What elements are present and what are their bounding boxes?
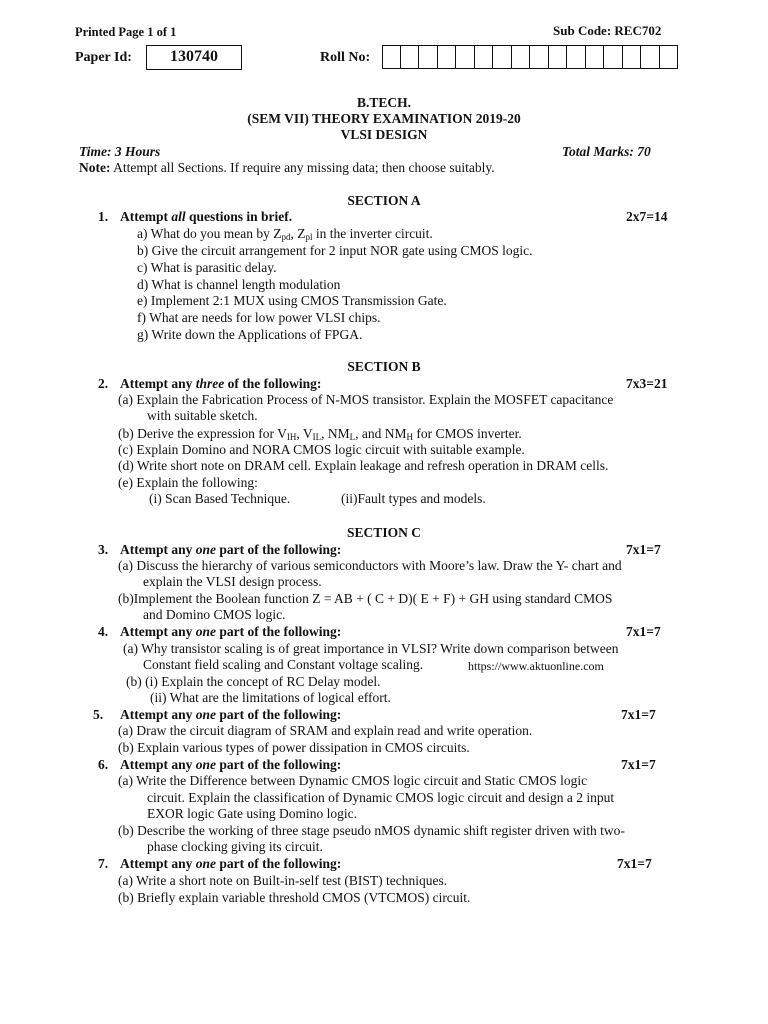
roll-number-cell[interactable]	[419, 45, 438, 69]
q5-title: Attempt any one part of the following:	[120, 707, 342, 722]
q1-part-d: d) What is channel length modulation	[137, 277, 341, 292]
q4-part-a-line2: Constant field scaling and Constant voltage scaling.	[143, 657, 424, 672]
q7-marks: 7x1=7	[617, 856, 652, 871]
q2-part-a-line2: with suitable sketch.	[147, 408, 258, 423]
q2-number: 2.	[98, 376, 109, 391]
q1-part-a: a) What do you mean by $Z_{pd}$, $Z_{pl}$ in the inverter circuit.	[137, 226, 433, 242]
section-a-heading: SECTION A	[347, 193, 421, 208]
roll-number-cell[interactable]	[401, 45, 420, 69]
q7-title: Attempt any one part of the following:	[120, 856, 342, 871]
note-label: Note:	[79, 160, 111, 175]
q2-title: Attempt any three of the following:	[120, 376, 322, 391]
roll-no-label: Roll No:	[320, 50, 371, 65]
paper-id-box: 130740	[146, 45, 242, 70]
q7-part-b: (b) Briefly explain variable threshold CMOS (VTCMOS) circuit.	[118, 890, 471, 905]
q3-marks: 7x1=7	[626, 542, 661, 557]
roll-number-cell[interactable]	[530, 45, 549, 69]
q1-number: 1.	[98, 209, 109, 224]
q6-part-b-line1: (b) Describe the working of three stage pseudo nMOS dynamic shift register driven with two-	[118, 823, 625, 838]
q1-part-b: b) Give the circuit arrangement for 2 input NOR gate using CMOS logic.	[137, 243, 533, 258]
q2-part-e-ii: (ii)Fault types and models.	[341, 491, 486, 506]
q4-part-b-i: (b) (i) Explain the concept of RC Delay model.	[126, 674, 381, 689]
q3-part-a-line2: explain the VLSI design process.	[143, 574, 322, 589]
q2-marks: 7x3=21	[626, 376, 668, 391]
q1-part-c: c) What is parasitic delay.	[137, 260, 277, 275]
website-url[interactable]: https://www.aktuonline.com	[468, 659, 604, 673]
exam-title: (SEM VII) THEORY EXAMINATION 2019-20	[247, 111, 521, 126]
roll-number-cell[interactable]	[512, 45, 531, 69]
q3-title: Attempt any one part of the following:	[120, 542, 342, 557]
q3-part-a-line1: (a) Discuss the hierarchy of various semiconductors with Moore’s law. Draw the Y- chart and	[118, 558, 622, 573]
q1-part-g: g) Write down the Applications of FPGA.	[137, 327, 363, 342]
q4-title: Attempt any one part of the following:	[120, 624, 342, 639]
q1-title: Attempt all questions in brief.	[120, 209, 293, 224]
q2-part-b: (b) Derive the expression for $V_{IH}$, $V_{IL}$, $NM_L$, and $NM_H$ for CMOS inverter.	[118, 426, 522, 442]
roll-number-cell[interactable]	[660, 45, 679, 69]
printed-page-label: Printed Page 1 of 1	[75, 25, 177, 39]
q5-part-b: (b) Explain various types of power dissipation in CMOS circuits.	[118, 740, 470, 755]
sub-code: Sub Code: REC702	[553, 23, 662, 38]
roll-number-cell[interactable]	[438, 45, 457, 69]
q6-title: Attempt any one part of the following:	[120, 757, 342, 772]
q4-part-b-ii: (ii) What are the limitations of logical effort.	[150, 690, 391, 705]
q6-part-a-line1: (a) Write the Difference between Dynamic CMOS logic circuit and Static CMOS logic	[118, 773, 588, 788]
total-marks-label: Total Marks: 70	[562, 144, 651, 159]
q2-part-e: (e) Explain the following:	[118, 475, 258, 490]
q6-part-a-line3: EXOR logic Gate using Domino logic.	[147, 806, 357, 821]
roll-number-cell[interactable]	[623, 45, 642, 69]
roll-number-cell[interactable]	[604, 45, 623, 69]
section-c-heading: SECTION C	[347, 525, 421, 540]
q2-part-a-line1: (a) Explain the Fabrication Process of N-MOS transistor. Explain the MOSFET capacitance	[118, 392, 614, 407]
q7-part-a: (a) Write a short note on Built-in-self test (BIST) techniques.	[118, 873, 448, 888]
q6-marks: 7x1=7	[621, 757, 656, 772]
q2-part-d: (d) Write short note on DRAM cell. Explain leakage and refresh operation in DRAM cells.	[118, 458, 609, 473]
roll-number-cell[interactable]	[567, 45, 586, 69]
section-b-heading: SECTION B	[347, 359, 421, 374]
paper-id-label: Paper Id:	[75, 50, 132, 65]
q4-number: 4.	[98, 624, 109, 639]
roll-number-cell[interactable]	[549, 45, 568, 69]
q7-number: 7.	[98, 856, 109, 871]
q5-part-a: (a) Draw the circuit diagram of SRAM and explain read and write operation.	[118, 723, 533, 738]
roll-number-cell[interactable]	[456, 45, 475, 69]
q6-part-b-line2: phase clocking giving its circuit.	[147, 839, 323, 854]
q2-part-c: (c) Explain Domino and NORA CMOS logic circuit with suitable example.	[118, 442, 525, 457]
q6-number: 6.	[98, 757, 109, 772]
q1-part-e: e) Implement 2:1 MUX using CMOS Transmission Gate.	[137, 293, 447, 308]
q3-part-b-line2: and Domino CMOS logic.	[143, 607, 286, 622]
note-line	[79, 160, 495, 176]
roll-number-cell[interactable]	[641, 45, 660, 69]
roll-number-cell[interactable]	[586, 45, 605, 69]
subject-title: VLSI DESIGN	[340, 127, 428, 142]
roll-number-cell[interactable]	[475, 45, 494, 69]
q4-part-a-line1: (a) Why transistor scaling is of great importance in VLSI? Write down comparison between	[123, 641, 619, 656]
q3-part-b-line1: (b)Implement the Boolean function Z = AB + ( C + D)( E + F) + GH using standard CMOS	[118, 591, 613, 606]
degree-title: B.TECH.	[356, 95, 411, 110]
q1-part-f: f) What are needs for low power VLSI chips.	[137, 310, 381, 325]
q2-part-e-i: (i) Scan Based Technique.	[149, 491, 291, 506]
roll-number-cell[interactable]	[493, 45, 512, 69]
time-label: Time: 3 Hours	[79, 144, 161, 159]
q5-marks: 7x1=7	[621, 707, 656, 722]
q3-number: 3.	[98, 542, 109, 557]
note-text: Attempt all Sections. If require any missing data; then choose suitably.	[110, 160, 495, 175]
roll-number-cell[interactable]	[382, 45, 401, 69]
roll-number-boxes[interactable]	[382, 45, 678, 69]
q6-part-a-line2: circuit. Explain the classification of Dynamic CMOS logic circuit and design a 2 input	[147, 790, 615, 805]
q1-marks: 2x7=14	[626, 209, 668, 224]
q4-marks: 7x1=7	[626, 624, 661, 639]
q5-number: 5.	[93, 707, 104, 722]
